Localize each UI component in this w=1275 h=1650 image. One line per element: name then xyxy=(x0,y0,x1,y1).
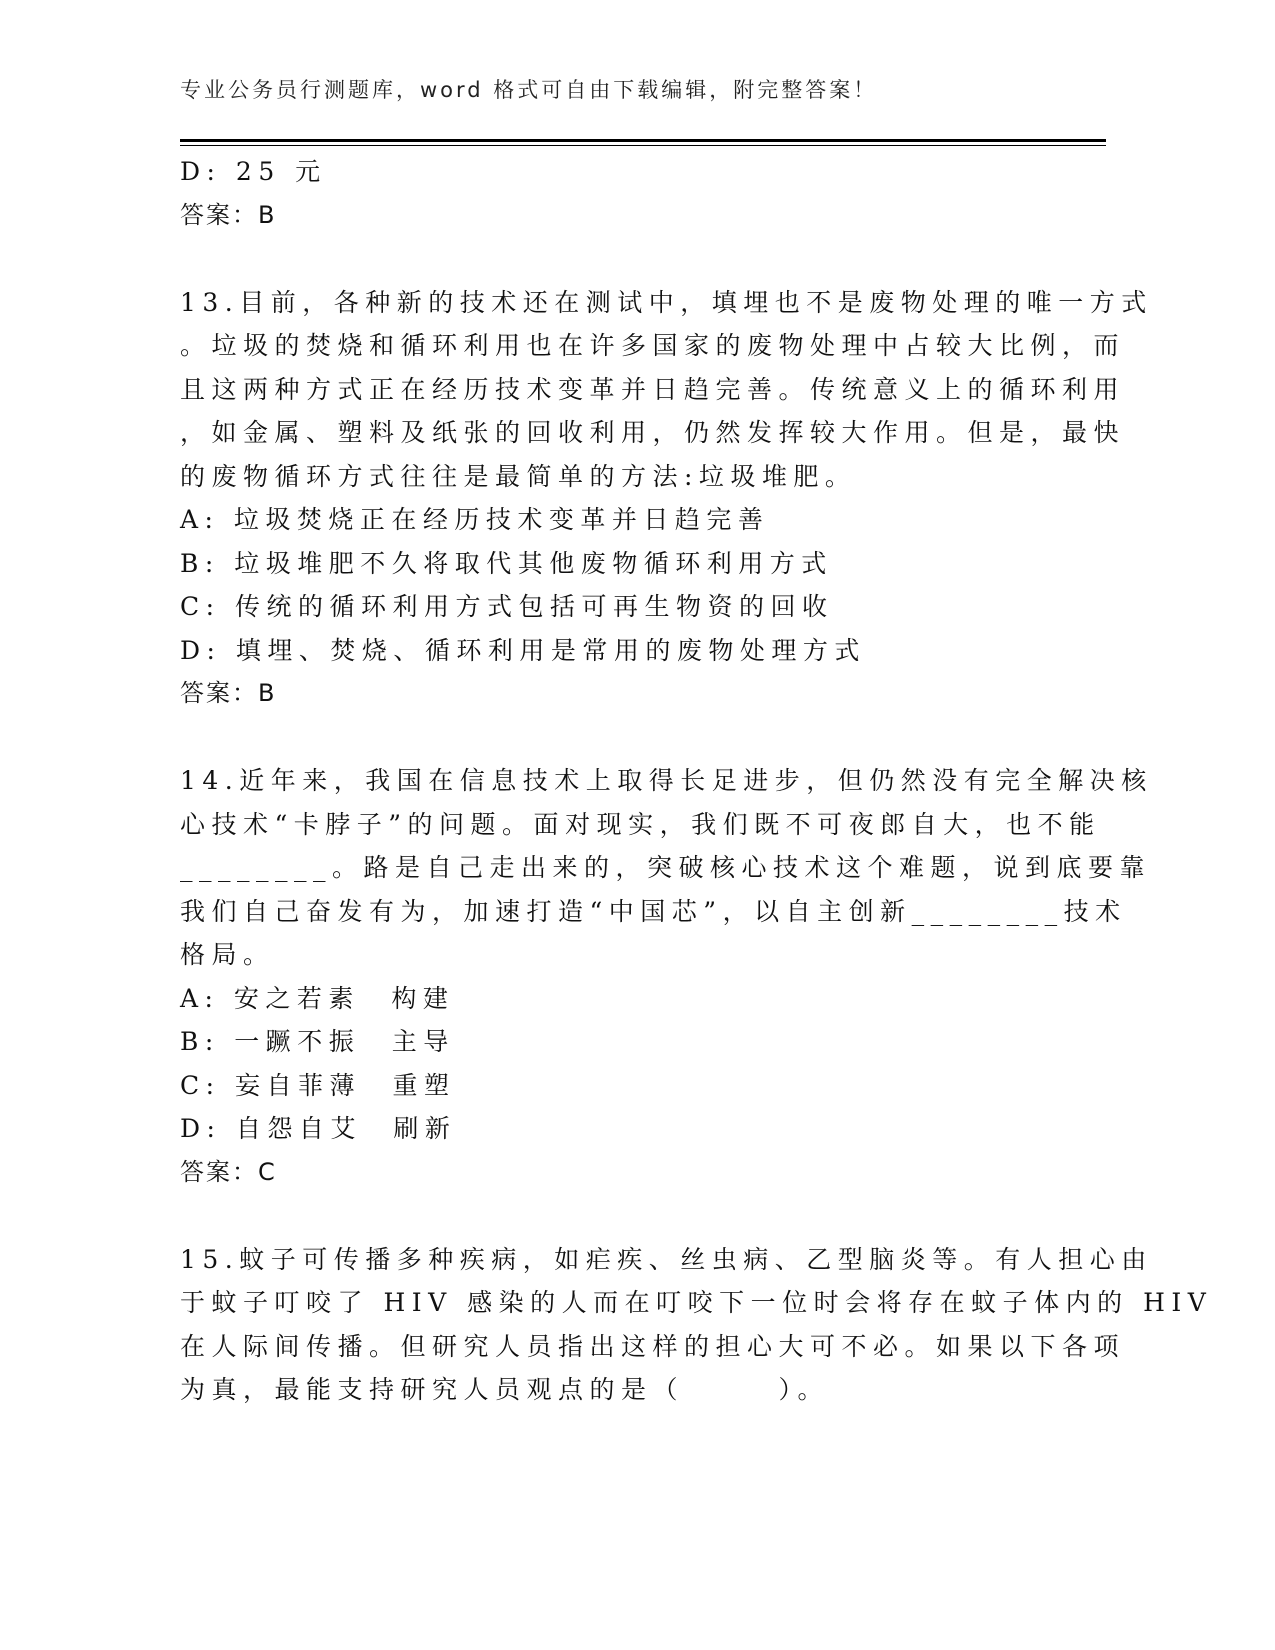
page-header: 专业公务员行测题库，word 格式可自由下载编辑，附完整答案！ xyxy=(180,78,878,102)
question-15 xyxy=(180,1238,1213,1412)
option-d: D: 25 元 xyxy=(180,157,327,186)
option-a: A: 垃圾焚烧正在经历技术变革并日趋完善 xyxy=(180,505,770,534)
document-body xyxy=(180,150,1213,1412)
header-rule-thick xyxy=(180,139,1106,142)
question-text: 格局。 xyxy=(180,940,275,969)
question-text: 在人际间传播。但研究人员指出这样的担心大可不必。如果以下各项 xyxy=(180,1331,1126,1361)
option-c: C: 妄自菲薄 重塑 xyxy=(180,1070,456,1100)
question-text: ________。路是自己走出来的，突破核心技术这个难题，说到底要靠 xyxy=(180,853,1152,882)
question-text: 15.蚊子可传播多种疾病，如疟疾、丝虫病、乙型脑炎等。有人担心由 xyxy=(180,1244,1153,1274)
option-b: B: 垃圾堆肥不久将取代其他废物循环利用方式 xyxy=(180,548,833,578)
header-rule-thin xyxy=(180,145,1106,146)
question-text: 。垃圾的焚烧和循环利用也在许多国家的废物处理中占较大比例，而 xyxy=(180,331,1126,360)
option-b: B: 一蹶不振 主导 xyxy=(180,1027,455,1056)
option-a: A: 安之若素 构建 xyxy=(180,983,455,1013)
question-text: 13.目前，各种新的技术还在测试中，填埋也不是废物处理的唯一方式 xyxy=(180,287,1153,317)
answer: 答案：B xyxy=(180,679,277,707)
question-text: 于蚊子叮咬了 HIV 感染的人而在叮咬下一位时会将存在蚊子体内的 HIV xyxy=(180,1288,1213,1317)
answer: 答案：B xyxy=(180,200,277,229)
option-d: D: 填埋、焚烧、循环利用是常用的废物处理方式 xyxy=(180,635,866,665)
option-c: C: 传统的循环利用方式包括可再生物资的回收 xyxy=(180,592,834,621)
question-text: 心技术“卡脖子”的问题。面对现实，我们既不可夜郎自大，也不能 xyxy=(180,809,1101,839)
answer: 答案：C xyxy=(180,1157,277,1186)
question-text: 的废物循环方式往往是最简单的方法:垃圾堆肥。 xyxy=(180,461,857,491)
question-14 xyxy=(180,759,1153,1194)
question-text: 我们自己奋发有为，加速打造“中国芯”，以自主创新________技术 xyxy=(180,896,1127,926)
question-text: ，如金属、塑料及纸张的回收利用，仍然发挥较大作用。但是，最快 xyxy=(180,418,1126,447)
question-text: 为真，最能支持研究人员观点的是（ ）。 xyxy=(180,1375,830,1404)
question-13 xyxy=(180,281,1153,716)
question-text: 且这两种方式正在经历技术变革并日趋完善。传统意义上的循环利用 xyxy=(180,374,1126,404)
option-d: D: 自怨自艾 刷新 xyxy=(180,1114,457,1143)
question-text: 14.近年来，我国在信息技术上取得长足进步，但仍然没有完全解决核 xyxy=(180,766,1153,795)
